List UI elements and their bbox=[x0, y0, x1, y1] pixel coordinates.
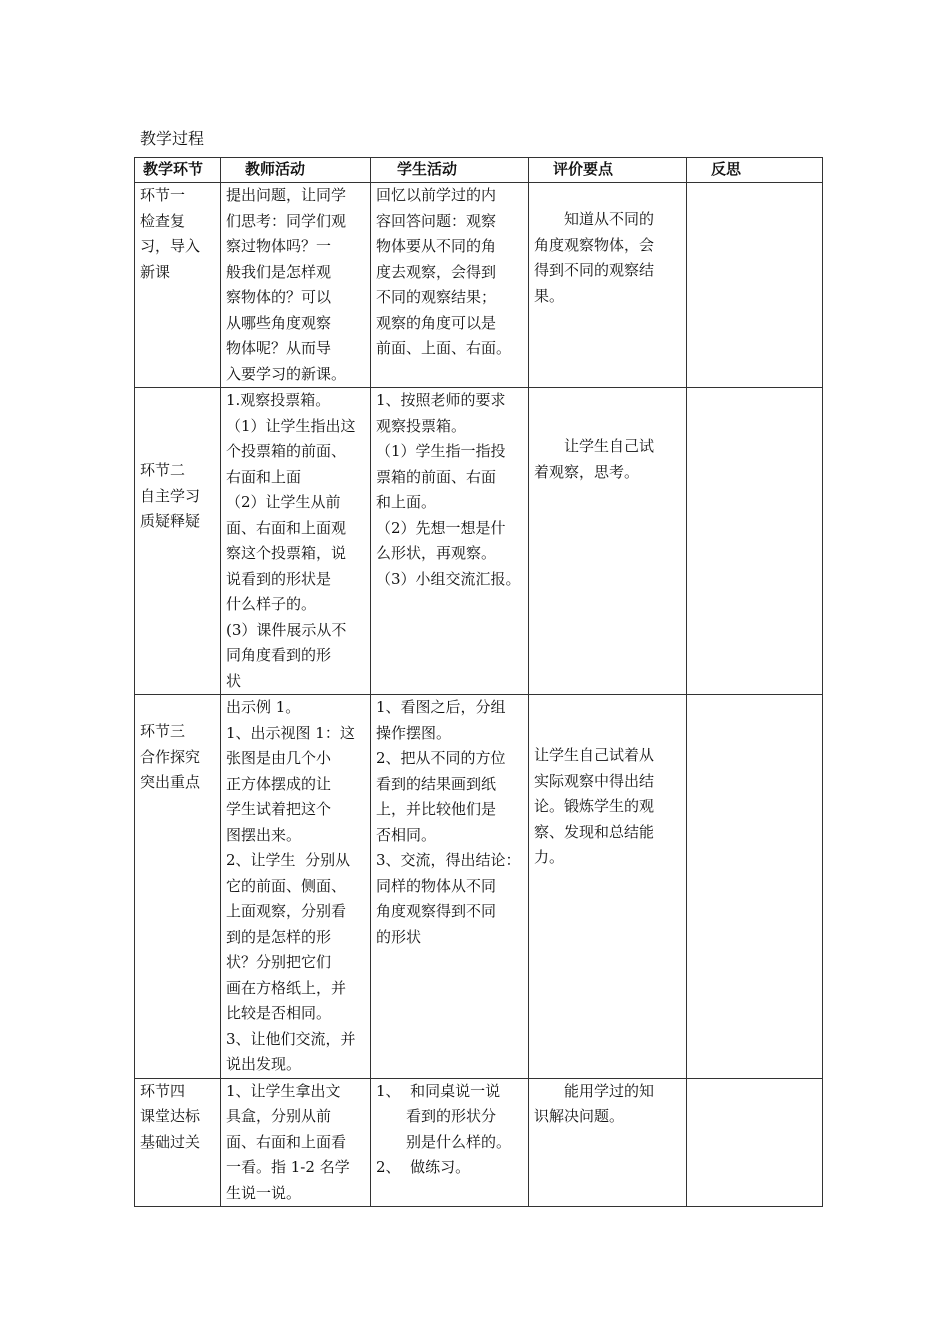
evaluation-cell: 让学生自己试 着观察，思考。 bbox=[529, 388, 687, 695]
page-title: 教学过程 bbox=[140, 129, 205, 148]
stage-cell: 环节二 自主学习 质疑释疑 bbox=[135, 388, 221, 695]
header-stage: 教学环节 bbox=[135, 158, 221, 183]
teacher-activity-cell: 1.观察投票箱。 （1）让学生指出这 个投票箱的前面、 右面和上面 （2）让学生从前 面、右面和上面观 察这个投票箱，说 说看到的形状是 什么样子的。 (3）课件展示从不 同角度看到的形 状 bbox=[221, 388, 371, 695]
table-row bbox=[135, 1078, 823, 1207]
table-row bbox=[135, 695, 823, 1079]
stage-cell: 环节一 检查复 习，导入 新课 bbox=[135, 183, 221, 388]
header-row bbox=[135, 158, 823, 183]
teacher-activity-cell: 出示例 1。 1、出示视图 1：这 张图是由几个小 正方体摆成的让 学生试着把这个 图摆出来。 2、让学生 分别从 它的前面、侧面、 上面观察，分别看 到的是怎样的形 状？分别把它们 画在方格纸上，并 比较是否相同。 3、让他们交流，并 说出发现。 bbox=[221, 695, 371, 1079]
table-row bbox=[135, 388, 823, 695]
header-teacher: 教师活动 bbox=[221, 158, 371, 183]
evaluation-cell: 能用学过的知 识解决问题。 bbox=[529, 1078, 687, 1207]
teacher-activity-cell: 1、让学生拿出文 具盒，分别从前 面、右面和上面看 一看。指 1-2 名学 生说一说。 bbox=[221, 1078, 371, 1207]
evaluation-cell: 知道从不同的 角度观察物体，会 得到不同的观察结 果。 bbox=[529, 183, 687, 388]
student-activity-cell: 1、按照老师的要求 观察投票箱。 （1）学生指一指投 票箱的前面、右面 和上面。 （2）先想一想是什 么形状，再观察。 （3）小组交流汇报。 bbox=[371, 388, 529, 695]
teacher-activity-cell: 提出问题，让同学 们思考：同学们观 察过物体吗？一 般我们是怎样观 察物体的？可以 从哪些角度观察 物体呢？从而导 入要学习的新课。 bbox=[221, 183, 371, 388]
table-row bbox=[135, 183, 823, 388]
student-activity-cell: 1、看图之后，分组 操作摆图。 2、把从不同的方位 看到的结果画到纸 上，并比较他们是 否相同。 3、交流，得出结论： 同样的物体从不同 角度观察得到不同 的形状 bbox=[371, 695, 529, 1079]
teaching-process-table bbox=[134, 157, 823, 1207]
stage-cell: 环节三 合作探究 突出重点 bbox=[135, 695, 221, 1079]
student-activity-cell: 1、 和同桌说一说 看到的形状分 别是什么样的。 2、 做练习。 bbox=[371, 1078, 529, 1207]
header-evaluation: 评价要点 bbox=[529, 158, 687, 183]
header-student: 学生活动 bbox=[371, 158, 529, 183]
reflection-cell bbox=[687, 183, 823, 388]
student-activity-cell: 回忆以前学过的内 容回答问题：观察 物体要从不同的角 度去观察，会得到 不同的观察结果； 观察的角度可以是 前面、上面、右面。 bbox=[371, 183, 529, 388]
header-reflection: 反思 bbox=[687, 158, 823, 183]
reflection-cell bbox=[687, 388, 823, 695]
reflection-cell bbox=[687, 1078, 823, 1207]
evaluation-cell: 让学生自己试着从 实际观察中得出结 论。锻炼学生的观 察、发现和总结能 力。 bbox=[529, 695, 687, 1079]
reflection-cell bbox=[687, 695, 823, 1079]
stage-cell: 环节四 课堂达标 基础过关 bbox=[135, 1078, 221, 1207]
